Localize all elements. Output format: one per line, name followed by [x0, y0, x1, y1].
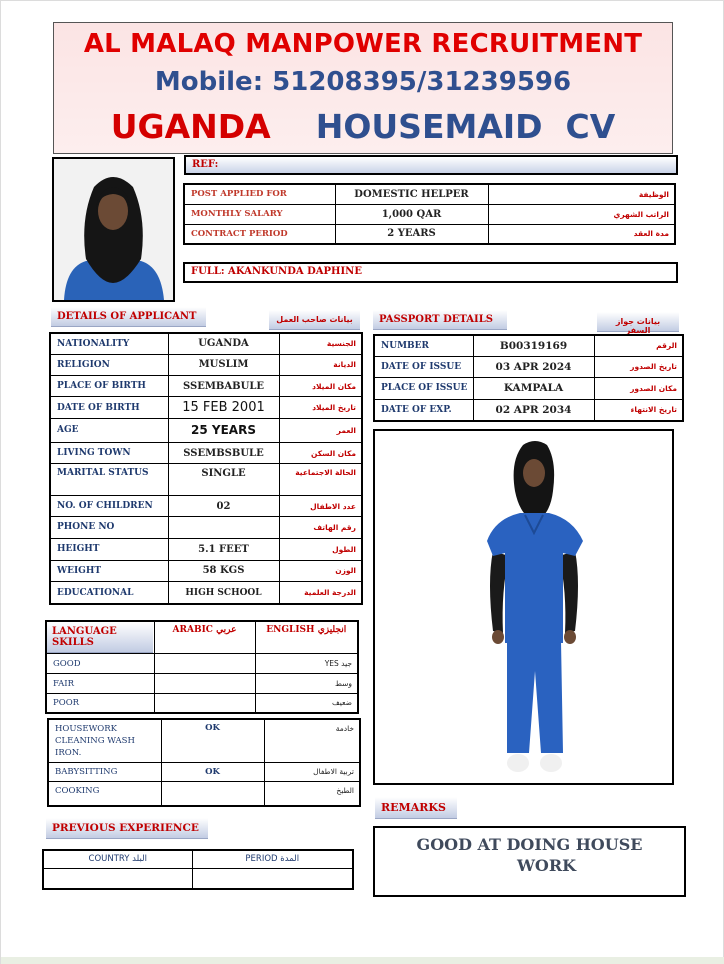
expiry-date-arabic: تاريخ الانتهاء [594, 399, 683, 421]
living-town-label: LIVING TOWN [50, 443, 168, 464]
birthplace-value: SSEMBABULE [168, 376, 279, 397]
experience-country-heading: COUNTRY البلد [43, 850, 192, 868]
skill-babysitting-label: BABYSITTING [48, 762, 161, 781]
expiry-date-label: DATE OF EXP. [374, 399, 473, 421]
skill-housework-label: HOUSEWORK CLEANING WASH IRON. [48, 719, 161, 762]
headshot-illustration [54, 159, 173, 300]
skill-babysitting-arabic: تربية الاطفال [264, 762, 360, 781]
experience-period-heading: PERIOD المدة [192, 850, 353, 868]
work-skills-table [47, 718, 361, 807]
weight-value: 58 KGS [168, 560, 279, 581]
lang-fair-english: وسط [255, 674, 358, 694]
birthplace-arabic: مكان الميلاد [279, 376, 362, 397]
weight-arabic: الوزن [279, 560, 362, 581]
arabic-column-heading: ARABIC عربي [154, 621, 255, 654]
lang-poor-arabic [154, 694, 255, 713]
issue-place-label: PLACE OF ISSUE [374, 377, 473, 399]
dob-label: DATE OF BIRTH [50, 397, 168, 418]
lang-good-label: GOOD [46, 654, 154, 674]
ref-label: REF: [192, 159, 219, 170]
phone-label: PHONE NO [50, 517, 168, 538]
expiry-date-value: 02 APR 2034 [473, 399, 594, 421]
marital-arabic: الحالة الاجتماعية [279, 464, 362, 495]
height-value: 5.1 FEET [168, 538, 279, 560]
marital-value: SINGLE [168, 464, 279, 495]
remarks-line-1: GOOD AT DOING HOUSE [416, 835, 643, 854]
passport-table [373, 334, 684, 422]
issue-date-value: 03 APR 2024 [473, 356, 594, 377]
religion-label: RELIGION [50, 354, 168, 375]
issue-place-value: KAMPALA [473, 377, 594, 399]
nationality-value: UGANDA [168, 333, 279, 354]
applicant-heading: DETAILS OF APPLICANT [51, 307, 206, 327]
post-applied-arabic: الوظيفة [488, 184, 675, 204]
weight-label: WEIGHT [50, 560, 168, 581]
passport-number-arabic: الرقم [594, 335, 683, 356]
ref-bar [184, 155, 678, 175]
remarks-heading: REMARKS [375, 797, 457, 819]
experience-country-cell [43, 868, 192, 889]
experience-heading: PREVIOUS EXPERIENCE [46, 818, 208, 839]
salary-label: MONTHLY SALARY [184, 204, 335, 224]
passport-number-value: B00319169 [473, 335, 594, 356]
experience-table [42, 849, 354, 890]
language-table [45, 620, 359, 714]
remarks-box [373, 826, 686, 897]
religion-value: MUSLIM [168, 354, 279, 375]
lang-good-english: YES جيد [255, 654, 358, 674]
company-name: AL MALAQ MANPOWER RECRUITMENT [83, 29, 643, 59]
height-arabic: الطول [279, 538, 362, 560]
language-heading-cell [46, 621, 154, 654]
salary-arabic: الراتب الشهري [488, 204, 675, 224]
education-label: EDUCATIONAL [50, 582, 168, 604]
skill-housework-arabic: خادمة [264, 719, 360, 762]
skill-babysitting-value: OK [161, 762, 264, 781]
children-arabic: عدد الاطفال [279, 495, 362, 516]
english-column-heading: ENGLISH انجليزي [255, 621, 358, 654]
skill-cooking-value [161, 781, 264, 806]
country-name: UGANDA [110, 107, 271, 146]
height-label: HEIGHT [50, 538, 168, 560]
issue-date-label: DATE OF ISSUE [374, 356, 473, 377]
applicant-heading-arabic: بيانات صاحب العمل [269, 310, 360, 330]
post-applied-label: POST APPLIED FOR [184, 184, 335, 204]
education-value: HIGH SCHOOL [168, 582, 279, 604]
lang-fair-label: FAIR [46, 674, 154, 694]
applicant-table [49, 332, 363, 605]
religion-arabic: الديانة [279, 354, 362, 375]
headshot-photo [52, 157, 175, 302]
full-name-bar [183, 262, 678, 283]
dob-value: 15 FEB 2001 [168, 397, 279, 418]
skill-cooking-arabic: الطبخ [264, 781, 360, 806]
skill-cooking-label: COOKING [48, 781, 161, 806]
contract-label: CONTRACT PERIOD [184, 224, 335, 244]
contract-arabic: مدة العقد [488, 224, 675, 244]
passport-heading: PASSPORT DETAILS [373, 310, 507, 330]
bottom-strip [1, 957, 724, 964]
header-banner [53, 22, 673, 154]
education-arabic: الدرجة العلمية [279, 582, 362, 604]
issue-date-arabic: تاريخ الصدور [594, 356, 683, 377]
phone-value [168, 517, 279, 538]
lang-good-arabic [154, 654, 255, 674]
passport-number-label: NUMBER [374, 335, 473, 356]
lang-fair-arabic [154, 674, 255, 694]
mobile-numbers: Mobile: 51208395/31239596 [154, 67, 572, 97]
full-name: FULL: AKANKUNDA DAPHINE [191, 266, 362, 277]
age-value: 25 YEARS [168, 418, 279, 442]
issue-place-arabic: مكان الصدور [594, 377, 683, 399]
phone-arabic: رقم الهاتف [279, 517, 362, 538]
cv-title [54, 107, 672, 146]
experience-period-cell [192, 868, 353, 889]
lang-poor-english: ضعيف [255, 694, 358, 713]
age-arabic: العمر [279, 418, 362, 442]
children-value: 02 [168, 495, 279, 516]
birthplace-label: PLACE OF BIRTH [50, 376, 168, 397]
marital-label: MARITAL STATUS [50, 464, 168, 495]
language-heading: LANGUAGE SKILLS [47, 622, 153, 653]
remarks-text [375, 828, 684, 876]
passport-heading-arabic: بيانات جواز السفر [597, 312, 679, 332]
full-body-illustration [375, 431, 672, 783]
full-body-photo [373, 429, 674, 785]
nationality-label: NATIONALITY [50, 333, 168, 354]
age-label: AGE [50, 418, 168, 442]
post-applied-value: DOMESTIC HELPER [335, 184, 488, 204]
dob-arabic: تاريخ الميلاد [279, 397, 362, 418]
post-table [183, 183, 676, 245]
cv-type: HOUSEMAID CV [315, 107, 616, 146]
remarks-line-2: WORK [516, 856, 577, 875]
lang-poor-label: POOR [46, 694, 154, 713]
skill-housework-value: OK [161, 719, 264, 762]
nationality-arabic: الجنسية [279, 333, 362, 354]
children-label: NO. OF CHILDREN [50, 495, 168, 516]
contract-value: 2 YEARS [335, 224, 488, 244]
salary-value: 1,000 QAR [335, 204, 488, 224]
living-town-value: SSEMBSBULE [168, 443, 279, 464]
living-town-arabic: مكان السكن [279, 443, 362, 464]
